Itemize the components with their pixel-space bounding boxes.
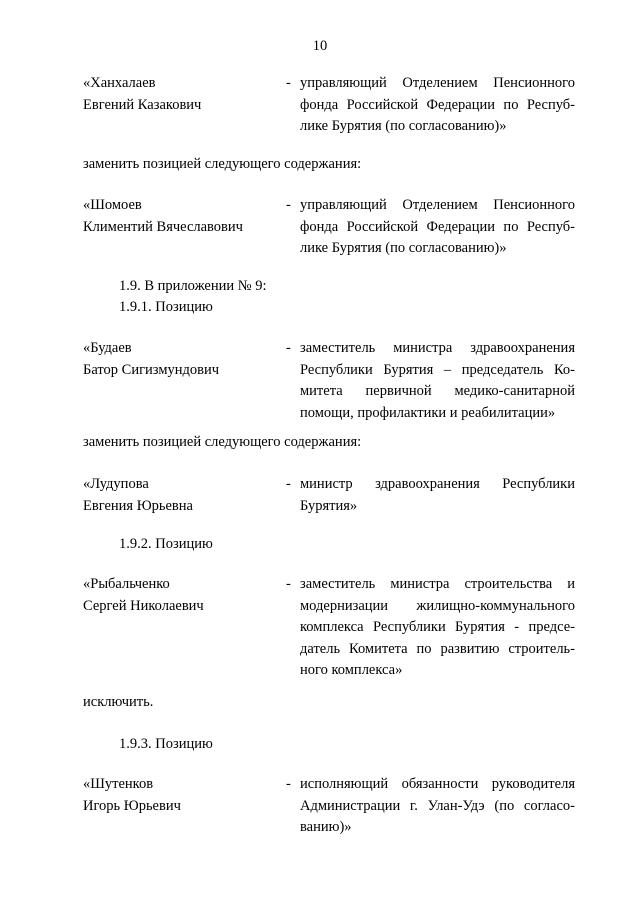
entry-dash: - <box>286 576 291 592</box>
entry-name: «Будаев Батор Сигизмундович <box>83 340 220 378</box>
entry-dash: - <box>286 75 291 91</box>
entry-description: заместитель министра строительства и модернизации жилищно-коммунального комплекса Республики Бурятия - предсе- датель Комитета по развитию строитель- ного комплекса» <box>300 576 575 678</box>
section-1-9-3: 1.9.3. Позицию <box>119 736 213 752</box>
exclude-instruction: исключить. <box>83 694 154 710</box>
section-1-9-2: 1.9.2. Позицию <box>119 536 213 552</box>
entry-dash: - <box>286 776 291 792</box>
entry-dash: - <box>286 476 291 492</box>
entry-name: «Шутенков Игорь Юрьевич <box>83 776 181 814</box>
entry-description: министр здравоохранения Республики Бурятия» <box>300 476 575 514</box>
entry-description: управляющий Отделением Пенсионного фонда Российской Федерации по Респуб- лике Бурятия (по согласованию)» <box>300 197 575 256</box>
entry-description: управляющий Отделением Пенсионного фонда Российской Федерации по Респуб- лике Бурятия (по согласованию)» <box>300 75 575 134</box>
entry-name: «Ханхалаев Евгений Казакович <box>83 75 202 113</box>
entry-dash: - <box>286 197 291 213</box>
entry-name: «Лудупова Евгения Юрьевна <box>83 476 193 514</box>
entry-description: заместитель министра здравоохранения Республики Бурятия – председатель Ко- митета первичной медико-санитарной помощи, профилактики и реабилитации» <box>300 340 575 421</box>
page-number: 10 <box>312 38 328 54</box>
entry-description: исполняющий обязанности руководителя Администрации г. Улан-Удэ (по согласо- ванию)» <box>300 776 575 835</box>
entry-dash: - <box>286 340 291 356</box>
entry-name: «Рыбальченко Сергей Николаевич <box>83 576 204 614</box>
section-1-9: 1.9. В приложении № 9: <box>119 278 267 294</box>
entry-name: «Шомоев Климентий Вячеславович <box>83 197 243 235</box>
replace-instruction: заменить позицией следующего содержания: <box>83 434 362 450</box>
section-1-9-1: 1.9.1. Позицию <box>119 299 213 315</box>
replace-instruction: заменить позицией следующего содержания: <box>83 156 362 172</box>
